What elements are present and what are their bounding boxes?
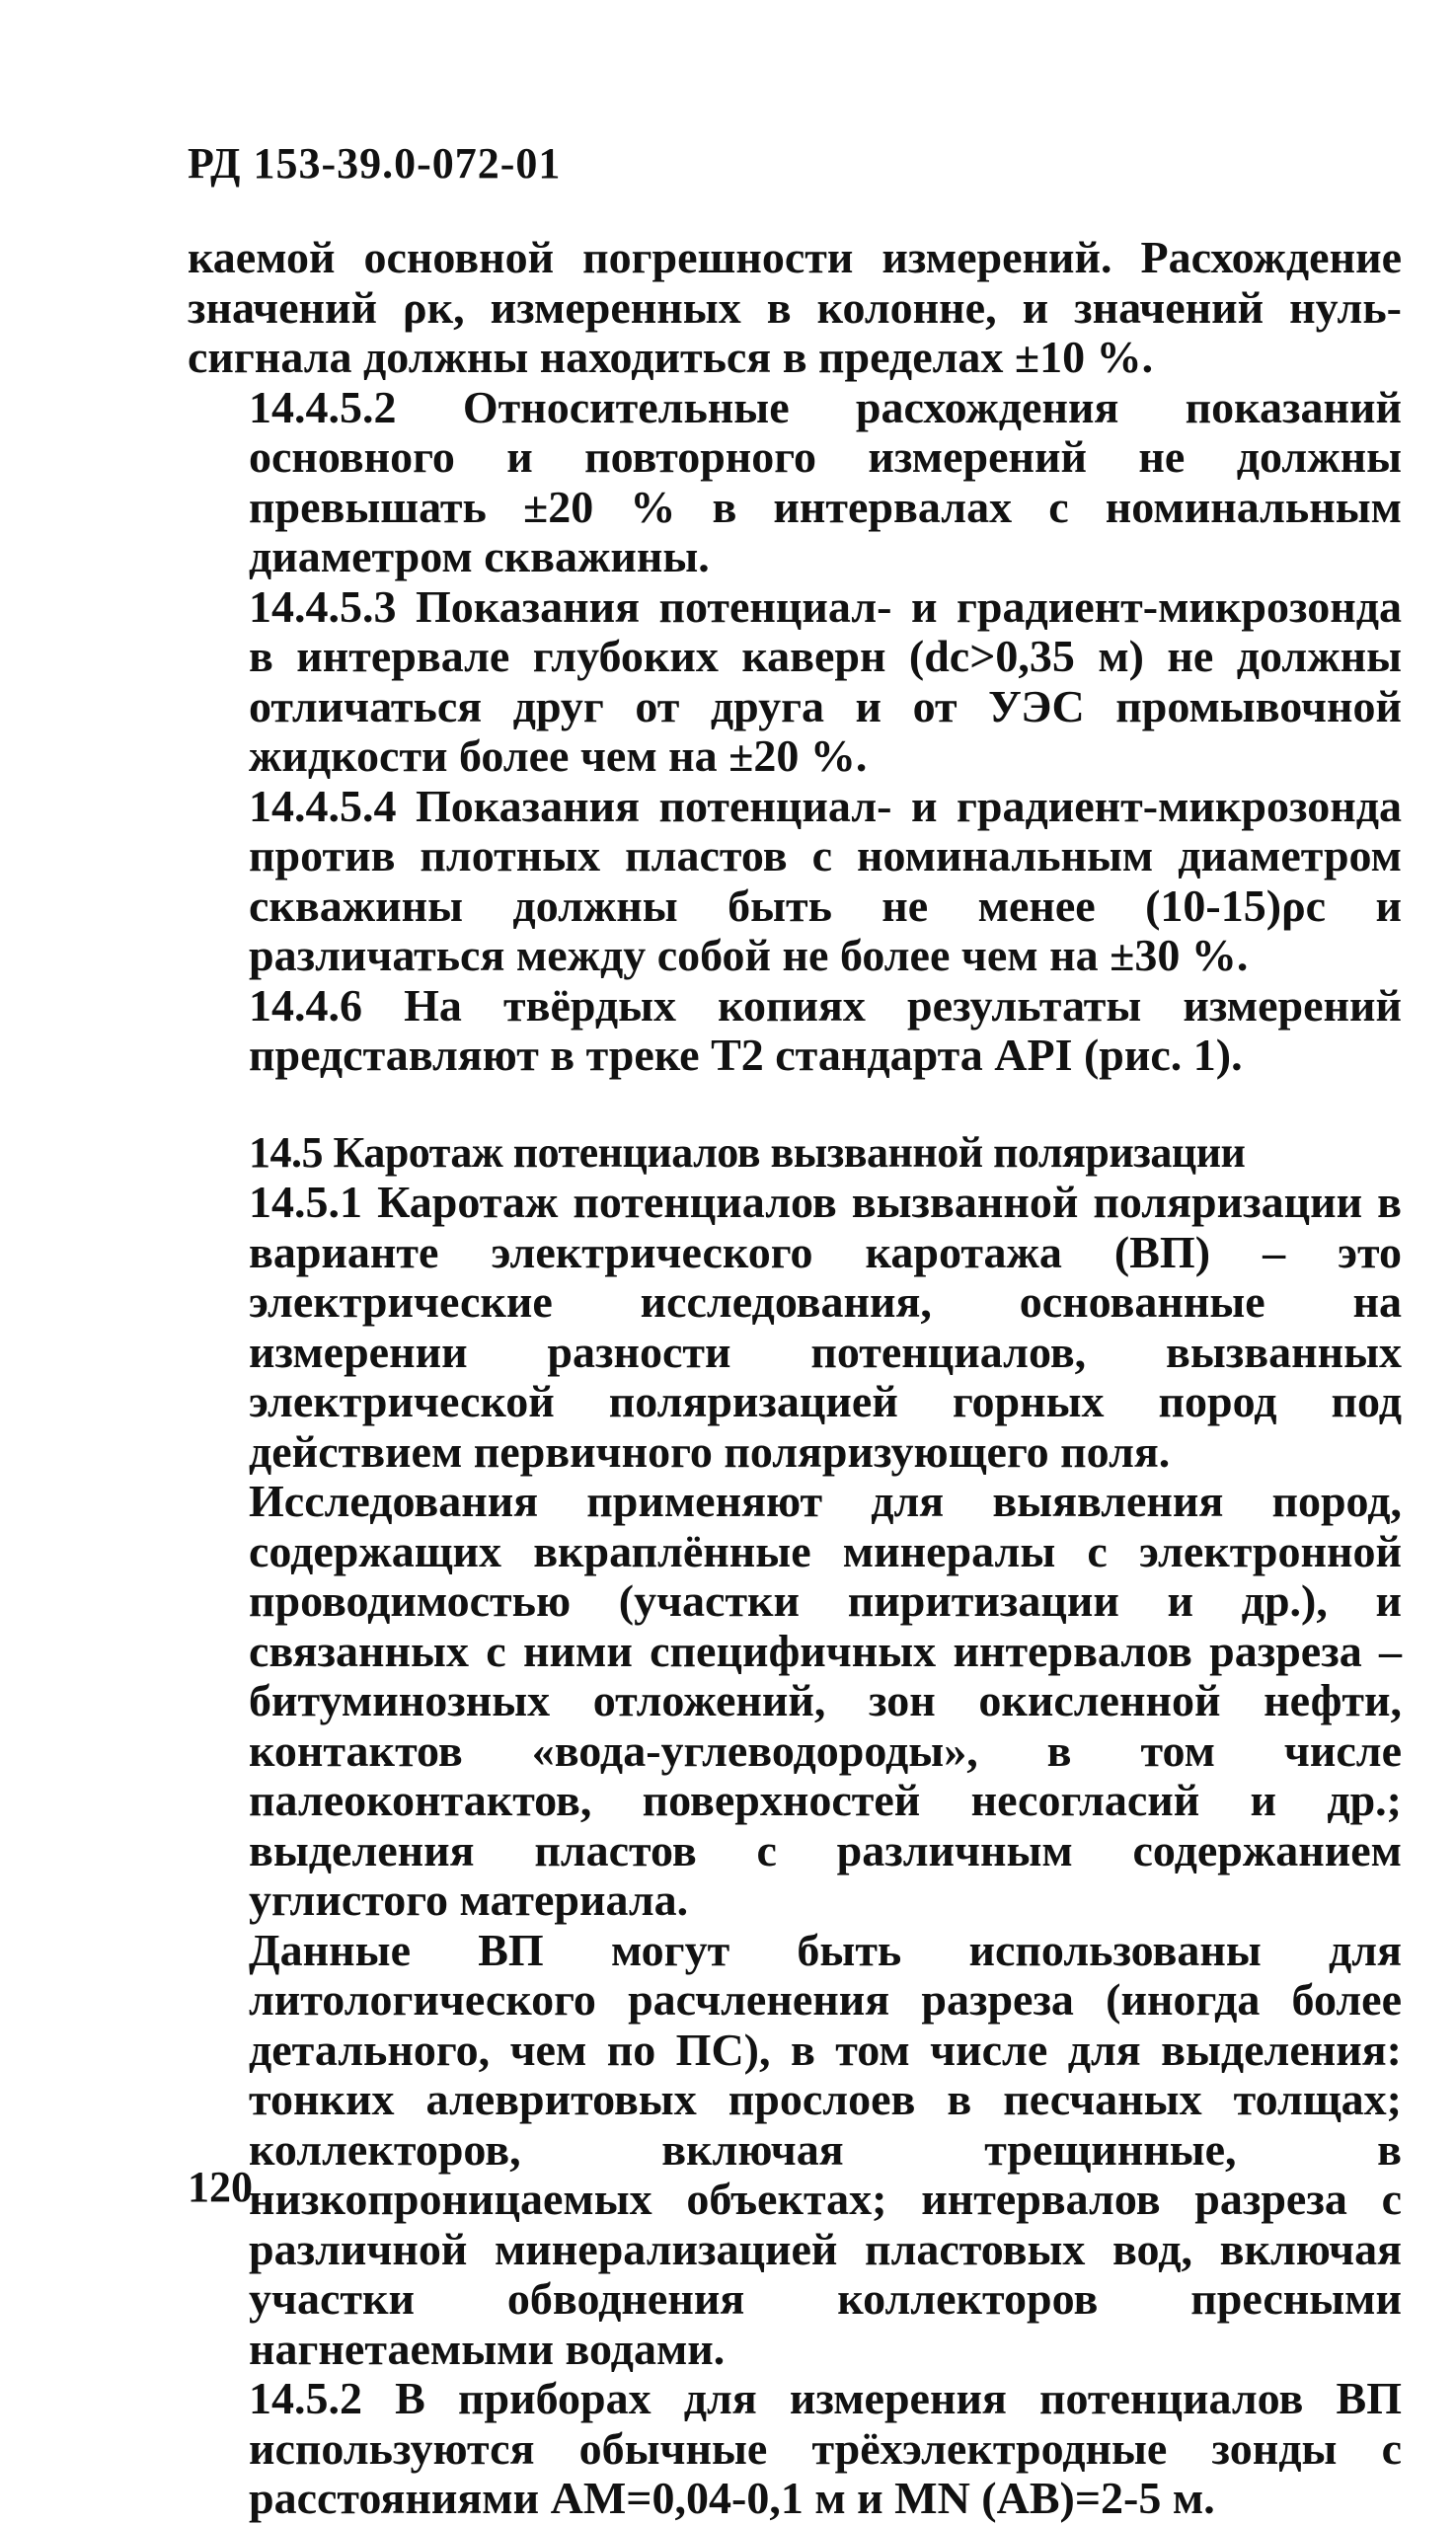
paragraph-14-4-6: 14.4.6 На твёрдых копиях результаты измерений представляют в треке Т2 стандарта API (рис. 1). xyxy=(249,979,1402,1080)
paragraph-continuation: каемой основной погрешности измерений. Расхождение значений ρк, измеренных в колонне, и значений нуль-сигнала должны находиться в пределах ±10 %. xyxy=(188,232,1402,382)
paragraph-14-4-5-3: 14.4.5.3 Показания потенциал- и градиент-микрозонда в интервале глубоких каверн (dc>0,35 м) не должны отличаться друг от друга и от УЭС промывочной жидкости более чем на ±20 %. xyxy=(249,580,1402,781)
paragraph-14-4-5-4: 14.4.5.4 Показания потенциал- и градиент-микрозонда против плотных пластов с номинальным диаметром скважины должны быть не менее (10-15)ρc и различаться между собой не более чем на ±30 %. xyxy=(249,780,1402,980)
body-text xyxy=(188,233,1402,2524)
paragraph-research-applications: Исследования применяют для выявления пород, содержащих вкраплённые минералы с электронной проводимостью (участки пиритизации и др.), и связанных с ними специфичных интервалов разреза – битуминозных отложений, зон окисленной нефти, контактов «вода-углеводороды», в том числе палеоконтактов, поверхностей несогласий и др.; выделения пластов с различным содержанием углистого материала. xyxy=(249,1476,1402,1925)
paragraph-14-5-1: 14.5.1 Каротаж потенциалов вызванной поляризации в варианте электрического каротажа (ВП) – это электрические исследования, основанные на измерении разности потенциалов, вызванных электрической поляризацией горных пород под действием первичного поляризующего поля. xyxy=(249,1177,1402,1477)
paragraph-14-5-2: 14.5.2 В приборах для измерения потенциалов ВП используются обычные трёхэлектродные зонды с расстояниями АМ=0,04-0,1 м и MN (АВ)=2-5 м. xyxy=(249,2373,1402,2523)
paragraph-14-4-5-2: 14.4.5.2 Относительные расхождения показаний основного и повторного измерений не должны превышать ±20 % в интервалах с номинальным диаметром скважины. xyxy=(249,381,1402,581)
document-id-header: РД 153-39.0-072-01 xyxy=(188,139,562,188)
page-number: 120 xyxy=(188,2163,253,2211)
paragraph-vp-data-usage: Данные ВП могут быть использованы для литологического расчленения разреза (иногда более детального, чем по ПС), в том числе для выделения: тонких алевритовых прослоев в песчаных толщах; коллекторов, включая трещинные, в низкопроницаемых объектах; интервалов разреза с различной минерализацией пластовых вод, включая участки обводнения коллекторов пресными нагнетаемыми водами. xyxy=(249,1924,1402,2374)
section-heading-14-5: 14.5 Каротаж потенциалов вызванной поляризации xyxy=(249,1127,1246,1177)
